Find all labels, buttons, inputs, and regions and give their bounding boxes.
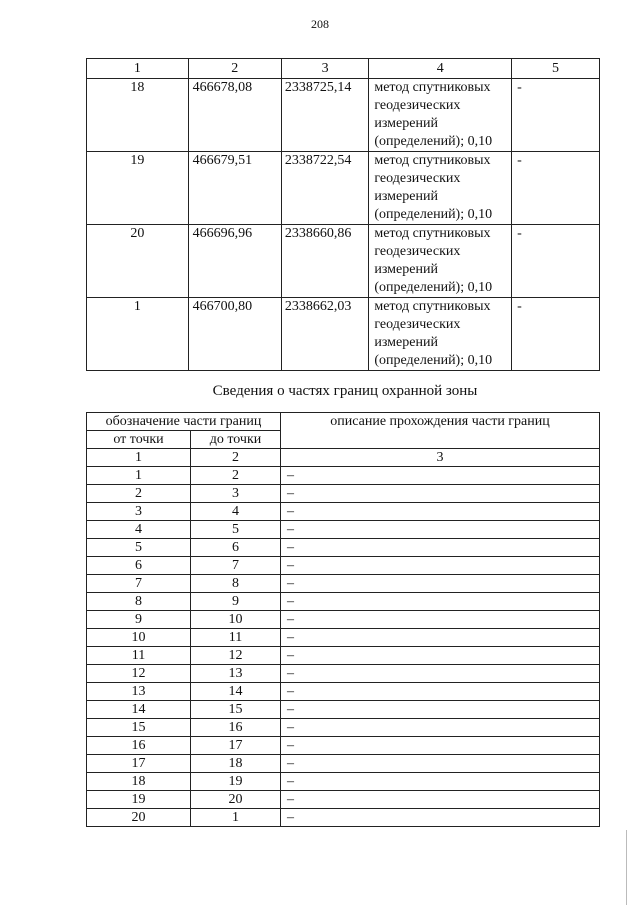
scan-margin-line (626, 830, 627, 905)
parts-desc-cell: – (281, 503, 600, 521)
coords-method-line: (определений); 0,10 (374, 353, 493, 368)
parts-to-cell: 16 (191, 719, 281, 737)
coords-note-cell: - (512, 152, 600, 225)
coords-method-line: геодезических (374, 244, 461, 259)
parts-to-cell: 10 (191, 611, 281, 629)
parts-from-cell: 19 (87, 791, 191, 809)
coords-x-cell: 466696,96 (188, 225, 281, 298)
parts-from-cell: 11 (87, 647, 191, 665)
parts-row (87, 539, 600, 557)
parts-to-cell: 15 (191, 701, 281, 719)
parts-desc-cell: – (281, 773, 600, 791)
parts-header-row-1 (87, 413, 600, 431)
parts-to-cell: 4 (191, 503, 281, 521)
coords-y-cell: 2338662,03 (281, 298, 369, 371)
parts-from-cell: 9 (87, 611, 191, 629)
parts-row (87, 791, 600, 809)
coords-y-cell: 2338725,14 (281, 79, 369, 152)
coords-method-line: метод спутниковых (374, 299, 491, 314)
coords-method-line: измерений (374, 189, 438, 204)
parts-header-from: от точки (87, 431, 191, 449)
parts-from-cell: 1 (87, 467, 191, 485)
coords-note-cell: - (512, 225, 600, 298)
coords-method-line: (определений); 0,10 (374, 280, 493, 295)
coords-header-col3: 3 (281, 59, 369, 79)
page-number: 208 (311, 17, 329, 31)
coords-method-line: геодезических (374, 171, 461, 186)
coords-method-cell (369, 79, 512, 152)
parts-row (87, 503, 600, 521)
coords-method-line: метод спутниковых (374, 80, 491, 95)
coords-method-line: измерений (374, 116, 438, 131)
parts-row (87, 701, 600, 719)
coords-header-col2: 2 (188, 59, 281, 79)
parts-desc-cell: – (281, 683, 600, 701)
coords-method-line: геодезических (374, 317, 461, 332)
parts-from-cell: 14 (87, 701, 191, 719)
coords-x-cell: 466700,80 (188, 298, 281, 371)
coords-method-cell (369, 298, 512, 371)
parts-desc-cell: – (281, 719, 600, 737)
coords-point-cell: 19 (87, 152, 189, 225)
parts-desc-cell: – (281, 521, 600, 539)
parts-from-cell: 2 (87, 485, 191, 503)
parts-to-cell: 5 (191, 521, 281, 539)
parts-from-cell: 20 (87, 809, 191, 827)
coords-point-cell: 18 (87, 79, 189, 152)
parts-desc-cell: – (281, 575, 600, 593)
parts-desc-cell: – (281, 737, 600, 755)
parts-row (87, 557, 600, 575)
parts-colnum-1: 1 (87, 449, 191, 467)
parts-to-cell: 1 (191, 809, 281, 827)
parts-row (87, 485, 600, 503)
coords-x-cell: 466678,08 (188, 79, 281, 152)
parts-from-cell: 3 (87, 503, 191, 521)
parts-row (87, 683, 600, 701)
parts-row (87, 467, 600, 485)
parts-desc-cell: – (281, 701, 600, 719)
parts-from-cell: 17 (87, 755, 191, 773)
coords-point-cell: 1 (87, 298, 189, 371)
coords-y-cell: 2338660,86 (281, 225, 369, 298)
coords-header-col5: 5 (512, 59, 600, 79)
parts-row (87, 521, 600, 539)
parts-to-cell: 17 (191, 737, 281, 755)
parts-row (87, 629, 600, 647)
parts-from-cell: 13 (87, 683, 191, 701)
parts-row (87, 575, 600, 593)
parts-from-cell: 16 (87, 737, 191, 755)
parts-row (87, 755, 600, 773)
boundary-parts-table (86, 412, 600, 827)
parts-from-cell: 15 (87, 719, 191, 737)
parts-from-cell: 8 (87, 593, 191, 611)
parts-desc-cell: – (281, 665, 600, 683)
parts-to-cell: 9 (191, 593, 281, 611)
parts-from-cell: 4 (87, 521, 191, 539)
parts-to-cell: 20 (191, 791, 281, 809)
parts-desc-cell: – (281, 611, 600, 629)
parts-desc-cell: – (281, 557, 600, 575)
parts-to-cell: 11 (191, 629, 281, 647)
parts-to-cell: 14 (191, 683, 281, 701)
coords-row (87, 225, 600, 298)
parts-to-cell: 3 (191, 485, 281, 503)
coords-note-cell: - (512, 298, 600, 371)
coords-method-line: измерений (374, 335, 438, 350)
coords-row (87, 298, 600, 371)
parts-from-cell: 10 (87, 629, 191, 647)
coords-point-cell: 20 (87, 225, 189, 298)
parts-desc-cell: – (281, 791, 600, 809)
parts-to-cell: 2 (191, 467, 281, 485)
coords-header-col1: 1 (87, 59, 189, 79)
parts-from-cell: 5 (87, 539, 191, 557)
parts-from-cell: 12 (87, 665, 191, 683)
parts-row (87, 773, 600, 791)
parts-desc-cell: – (281, 809, 600, 827)
coords-method-line: геодезических (374, 98, 461, 113)
parts-header-to: до точки (191, 431, 281, 449)
coords-method-line: (определений); 0,10 (374, 207, 493, 222)
coords-x-cell: 466679,51 (188, 152, 281, 225)
parts-desc-cell: – (281, 647, 600, 665)
parts-header-desc: описание прохождения части границ (281, 413, 600, 449)
parts-row (87, 611, 600, 629)
coords-row (87, 79, 600, 152)
parts-row (87, 593, 600, 611)
parts-row (87, 647, 600, 665)
coords-method-line: измерений (374, 262, 438, 277)
coords-y-cell: 2338722,54 (281, 152, 369, 225)
parts-desc-cell: – (281, 593, 600, 611)
parts-desc-cell: – (281, 629, 600, 647)
parts-header-group: обозначение части границ (87, 413, 281, 431)
coords-row (87, 152, 600, 225)
parts-to-cell: 19 (191, 773, 281, 791)
parts-from-cell: 18 (87, 773, 191, 791)
section-title: Сведения о частях границ охранной зоны (212, 383, 478, 399)
parts-colnum-2: 2 (191, 449, 281, 467)
parts-to-cell: 6 (191, 539, 281, 557)
parts-row (87, 719, 600, 737)
parts-colnum-row (87, 449, 600, 467)
parts-desc-cell: – (281, 485, 600, 503)
coordinates-table (86, 58, 600, 371)
parts-row (87, 737, 600, 755)
coords-note-cell: - (512, 79, 600, 152)
parts-to-cell: 8 (191, 575, 281, 593)
coords-method-line: метод спутниковых (374, 226, 491, 241)
parts-to-cell: 13 (191, 665, 281, 683)
parts-desc-cell: – (281, 539, 600, 557)
coords-method-cell (369, 152, 512, 225)
parts-desc-cell: – (281, 467, 600, 485)
parts-to-cell: 7 (191, 557, 281, 575)
coords-method-line: (определений); 0,10 (374, 134, 493, 149)
parts-from-cell: 7 (87, 575, 191, 593)
parts-to-cell: 18 (191, 755, 281, 773)
parts-colnum-3: 3 (281, 449, 600, 467)
parts-to-cell: 12 (191, 647, 281, 665)
parts-desc-cell: – (281, 755, 600, 773)
parts-row (87, 809, 600, 827)
coords-method-line: метод спутниковых (374, 153, 491, 168)
coords-header-col4: 4 (369, 59, 512, 79)
coords-method-cell (369, 225, 512, 298)
parts-from-cell: 6 (87, 557, 191, 575)
coords-header-row (87, 59, 600, 79)
parts-row (87, 665, 600, 683)
